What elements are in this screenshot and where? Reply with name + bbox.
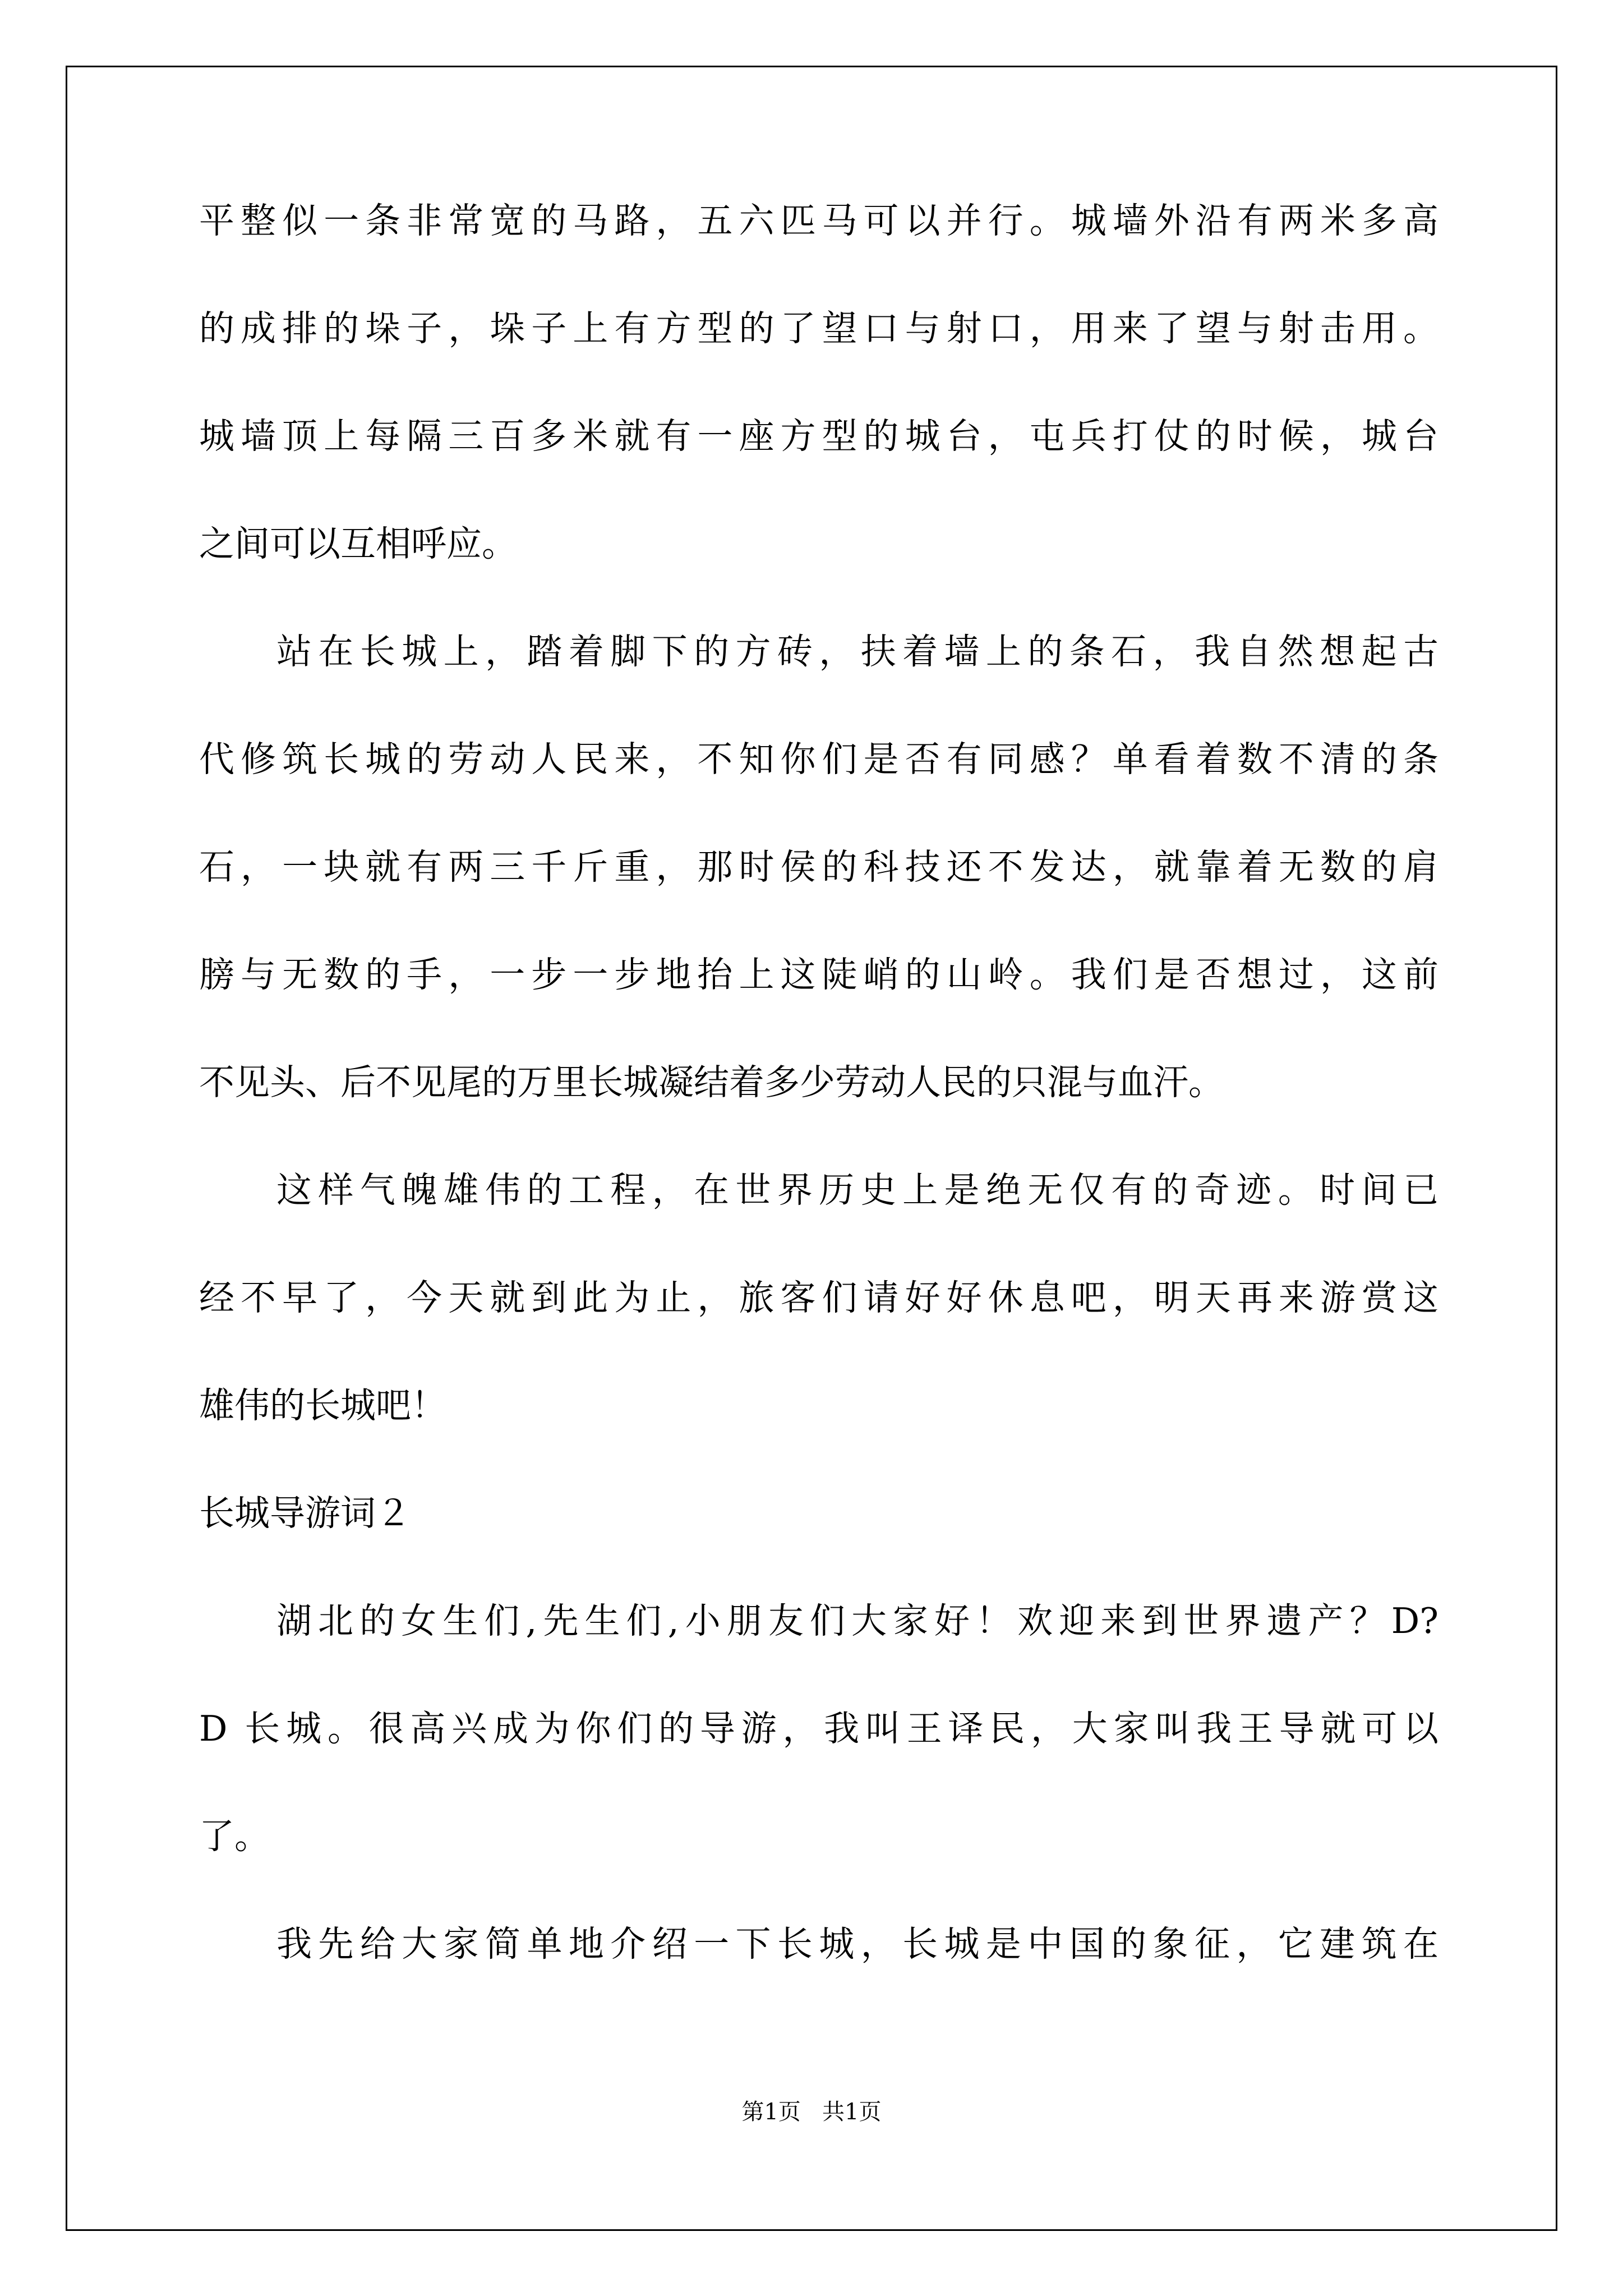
- page-footer: 第1页 共1页: [741, 2099, 882, 2125]
- text-line: 我先给大家简单地介绍一下长城，长城是中国的象征，它建筑在: [276, 1924, 1438, 1964]
- text-line: 湖北的女生们,先生们,小朋友们大家好！欢迎来到世界遗产？D?: [276, 1600, 1438, 1641]
- text-line: 石，一块就有两三千斤重，那时侯的科技还不发达，就靠着无数的肩: [199, 846, 1438, 887]
- text-line: 了。: [199, 1816, 270, 1857]
- text-line: 雄伟的长城吧！: [199, 1385, 446, 1426]
- text-line: 城墙顶上每隔三百多米就有一座方型的城台，屯兵打仗的时候，城台: [199, 416, 1438, 457]
- section-heading: 长城导游词２: [199, 1493, 411, 1534]
- document-body: [199, 202, 1438, 2033]
- text-line: 经不早了，今天就到此为止，旅客们请好好休息吧，明天再来游赏这: [199, 1277, 1438, 1318]
- text-line: D 长城。很高兴成为你们的导游，我叫王译民，大家叫我王导就可以: [199, 1708, 1438, 1749]
- text-line: 这样气魄雄伟的工程，在世界历史上是绝无仅有的奇迹。时间已: [276, 1170, 1438, 1211]
- text-line: 的成排的垛子，垛子上有方型的了望口与射口，用来了望与射击用。: [199, 308, 1438, 349]
- text-line: 平整似一条非常宽的马路，五六匹马可以并行。城墙外沿有两米多高: [199, 200, 1438, 241]
- text-line: 膀与无数的手，一步一步地抬上这陡峭的山岭。我们是否想过，这前: [199, 954, 1438, 995]
- text-line: 之间可以互相呼应。: [199, 523, 517, 564]
- text-line: 站在长城上，踏着脚下的方砖，扶着墙上的条石，我自然想起古: [276, 631, 1438, 672]
- text-line: 不见头、后不见尾的万里长城凝结着多少劳动人民的只混与血汗。: [199, 1062, 1224, 1103]
- text-line: 代修筑长城的劳动人民来，不知你们是否有同感？单看着数不清的条: [199, 739, 1438, 780]
